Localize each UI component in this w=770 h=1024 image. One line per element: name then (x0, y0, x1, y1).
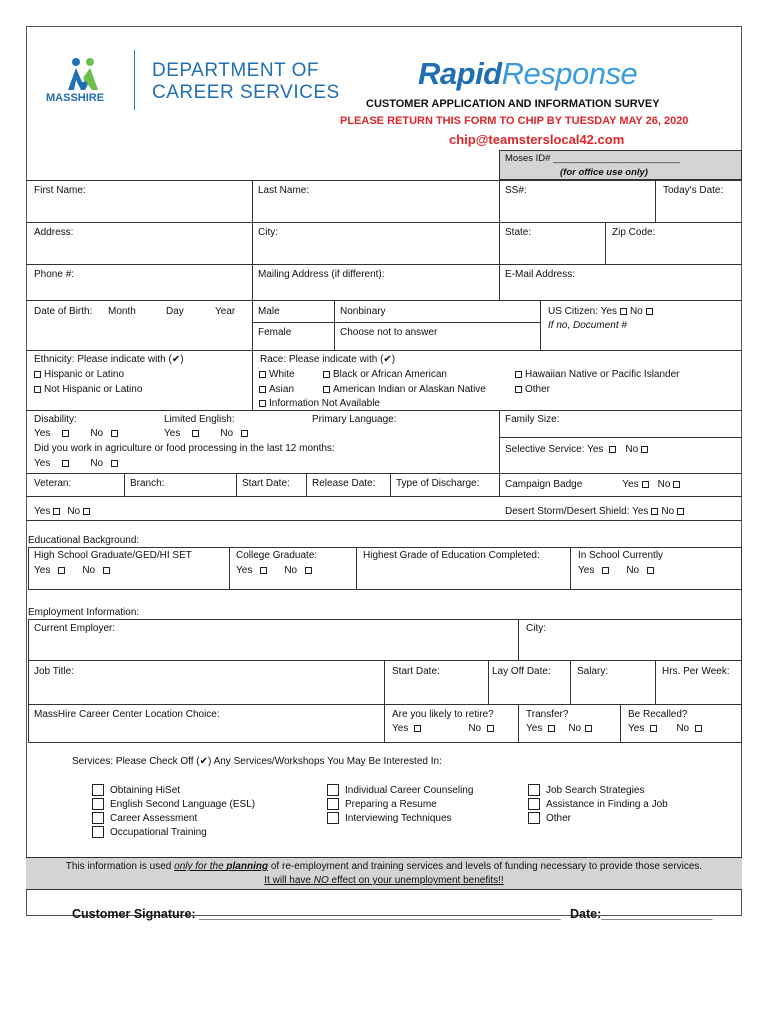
services-column-1 (92, 784, 255, 840)
desert-storm-label: Desert Storm/Desert Shield: Yes (505, 506, 649, 517)
retire-yes-checkbox[interactable] (414, 725, 421, 732)
american-indian-checkbox[interactable] (323, 386, 330, 393)
transfer-no: No (568, 723, 582, 734)
white-checkbox[interactable] (259, 371, 266, 378)
service-option[interactable] (528, 812, 668, 826)
service-label: Job Search Strategies (546, 785, 645, 796)
ethnicity-hispanic (31, 369, 124, 380)
service-checkbox[interactable] (92, 826, 104, 838)
service-option[interactable] (327, 812, 473, 826)
in-school-no-checkbox[interactable] (647, 567, 654, 574)
grid-line (26, 300, 742, 301)
in-school-label: In School Currently (578, 550, 664, 561)
transfer-label: Transfer? (526, 709, 569, 720)
gender-nonbinary[interactable]: Nonbinary (340, 306, 386, 317)
desert-storm-no-checkbox[interactable] (677, 508, 684, 515)
service-checkbox[interactable] (528, 784, 540, 796)
highest-grade-label: Highest Grade of Education Completed: (363, 550, 540, 561)
layoff-date-label: Lay Off Date: (492, 666, 551, 677)
service-checkbox[interactable] (327, 784, 339, 796)
grid-line (499, 150, 500, 300)
hawaiian-checkbox[interactable] (515, 371, 522, 378)
agriculture-no-checkbox[interactable] (111, 460, 118, 467)
location-choice-label: MassHire Career Center Location Choice: (34, 709, 220, 720)
grid-line (26, 410, 742, 411)
grid-line (229, 547, 230, 590)
recalled-label: Be Recalled? (628, 709, 688, 720)
in-school-no: No (626, 565, 640, 576)
in-school-options (578, 565, 657, 576)
selective-service-yes-checkbox[interactable] (609, 446, 616, 453)
masshire-logo-text: MASSHIRE (46, 92, 105, 104)
todays-date-label: Today's Date: (663, 185, 724, 196)
ssn-label: SS#: (505, 185, 527, 196)
grid-line (26, 496, 742, 497)
education-heading: Educational Background: (28, 535, 140, 546)
us-citizen-yes-label: US Citizen: Yes (548, 306, 617, 317)
recalled-no-checkbox[interactable] (695, 725, 702, 732)
service-checkbox[interactable] (528, 798, 540, 810)
campaign-badge-yes: Yes (622, 479, 639, 490)
selective-service-no: No (625, 444, 639, 455)
campaign-badge-no: No (657, 479, 671, 490)
agriculture-no: No (90, 458, 104, 469)
college-no-checkbox[interactable] (305, 567, 312, 574)
service-checkbox[interactable] (92, 798, 104, 810)
selective-service-no-checkbox[interactable] (641, 446, 648, 453)
masshire-logo-icon (50, 56, 130, 96)
city-label: City: (258, 227, 278, 238)
disability-no-checkbox[interactable] (111, 430, 118, 437)
mailing-label: Mailing Address (if different): (258, 269, 385, 280)
retire-no-checkbox[interactable] (487, 725, 494, 732)
services-column-3 (528, 784, 668, 826)
phone-label: Phone #: (34, 269, 75, 280)
vet-start-date-label: Start Date: (242, 478, 290, 489)
service-option[interactable] (92, 784, 255, 798)
state-label: State: (505, 227, 532, 238)
gender-male[interactable]: Male (258, 306, 280, 317)
college-no: No (284, 565, 298, 576)
grid-line (390, 473, 391, 496)
services-column-2 (327, 784, 473, 826)
grid-line (605, 222, 606, 264)
recalled-yes: Yes (628, 723, 645, 734)
rapid-text: Rapid (418, 56, 502, 91)
dept-name (152, 60, 340, 104)
black-checkbox[interactable] (323, 371, 330, 378)
desert-storm-yes-checkbox[interactable] (651, 508, 658, 515)
race-other-label: Other (525, 384, 551, 395)
service-option[interactable] (327, 798, 473, 812)
grid-line (28, 660, 742, 661)
veteran-no: No (67, 506, 81, 517)
transfer-options (526, 723, 595, 734)
grid-line (499, 473, 500, 496)
service-option[interactable] (528, 784, 668, 798)
college-options (236, 565, 315, 576)
grid-line (26, 222, 742, 223)
hs-no: No (82, 565, 96, 576)
veteran-no-checkbox[interactable] (83, 508, 90, 515)
black-label: Black or African American (333, 369, 447, 380)
disability-yes: Yes (34, 428, 51, 439)
not-hispanic-label: Not Hispanic or Latino (44, 384, 143, 395)
rapid-response-logo (418, 56, 637, 92)
veteran-yes-checkbox[interactable] (53, 508, 60, 515)
if-no-document: If no, Document # (548, 320, 627, 331)
header-divider (134, 50, 135, 110)
service-label: Occupational Training (110, 827, 207, 838)
service-label: Obtaining HiSet (110, 785, 181, 796)
us-citizen-no-label: No (629, 306, 643, 317)
grid-line (124, 473, 125, 496)
employment-heading: Employment Information: (28, 607, 140, 618)
emp-start-date-label: Start Date: (392, 666, 440, 677)
asian-checkbox[interactable] (259, 386, 266, 393)
email-label: E-Mail Address: (505, 269, 576, 280)
limited-english-yes-checkbox[interactable] (192, 430, 199, 437)
dept-line1: DEPARTMENT OF (152, 60, 319, 81)
veteran-options (34, 506, 93, 517)
service-option[interactable] (528, 798, 668, 812)
primary-language-label: Primary Language: (312, 414, 397, 425)
masshire-logo (46, 56, 130, 106)
grid-line (236, 473, 237, 496)
gender-female[interactable]: Female (258, 327, 292, 338)
campaign-badge-yes-checkbox[interactable] (642, 481, 649, 488)
grid-line (26, 473, 742, 474)
grid-line (540, 300, 541, 350)
grid-line (570, 660, 571, 704)
service-label: Assistance in Finding a Job (546, 799, 668, 810)
service-option[interactable] (92, 826, 255, 840)
college-yes-checkbox[interactable] (260, 567, 267, 574)
race-heading: Race: Please indicate with (✔) (260, 354, 396, 365)
response-text: Response (501, 56, 638, 91)
race-black (320, 369, 447, 380)
retire-label: Are you likely to retire? (392, 709, 494, 720)
hs-yes: Yes (34, 565, 51, 576)
veteran-yes: Yes (34, 506, 51, 517)
grid-line (620, 704, 621, 743)
veteran-label: Veteran: (34, 478, 72, 489)
limited-english-options (164, 428, 251, 439)
race-asian (256, 384, 294, 395)
recalled-no: No (676, 723, 690, 734)
disability-options (34, 428, 121, 439)
campaign-badge (505, 479, 683, 490)
contact-email: chip@teamsterslocal42.com (449, 132, 625, 147)
service-checkbox[interactable] (92, 812, 104, 824)
disability-yes-checkbox[interactable] (62, 430, 69, 437)
dob-month: Month (108, 306, 136, 317)
retire-options (392, 723, 497, 734)
survey-title: CUSTOMER APPLICATION AND INFORMATION SURVEY (366, 98, 660, 110)
race-not-available (256, 398, 380, 409)
limited-english-no-checkbox[interactable] (241, 430, 248, 437)
race-hawaiian (512, 369, 680, 380)
selective-service (505, 444, 651, 455)
race-other (512, 384, 550, 395)
grid-line (655, 660, 656, 704)
hispanic-label: Hispanic or Latino (44, 369, 125, 380)
not-hispanic-checkbox[interactable] (34, 386, 41, 393)
notice-underline-1: only for the (174, 861, 227, 872)
hs-grad-options (34, 565, 113, 576)
grid-line (655, 180, 656, 222)
branch-label: Branch: (130, 478, 165, 489)
not-available-label: Information Not Available (269, 398, 380, 409)
hispanic-checkbox[interactable] (34, 371, 41, 378)
services-heading: Services: Please Check Off (✔) Any Services/Workshops You May Be Interested In: (72, 756, 442, 767)
customer-signature[interactable]: Customer Signature: ____________________________________________________ (72, 907, 561, 921)
recalled-yes-checkbox[interactable] (650, 725, 657, 732)
hs-grad-label: High School Graduate/GED/HI SET (34, 550, 192, 561)
service-checkbox[interactable] (92, 784, 104, 796)
salary-label: Salary: (577, 666, 609, 677)
grid-line (26, 264, 742, 265)
grid-line (26, 350, 742, 351)
office-use-note: (for office use only) (560, 167, 648, 178)
hrs-week-label: Hrs. Per Week: (662, 666, 730, 677)
ethnicity-heading: Ethnicity: Please indicate with (✔) (34, 354, 184, 365)
first-name-label: First Name: (34, 185, 86, 196)
american-indian-label: American Indian or Alaskan Native (333, 384, 486, 395)
service-label: Individual Career Counseling (345, 785, 474, 796)
grid-line (499, 410, 500, 473)
agriculture-yes: Yes (34, 458, 51, 469)
grid-line (28, 704, 742, 705)
service-label: English Second Language (ESL) (110, 799, 256, 810)
notice2-post: effect on your unemployment benefits!! (328, 875, 504, 886)
desert-storm (505, 506, 687, 517)
us-citizen (548, 306, 656, 317)
dept-line2: CAREER SERVICES (152, 82, 340, 103)
grid-line (252, 322, 540, 323)
race-white (256, 369, 295, 380)
grid-line (488, 660, 489, 704)
agriculture-yes-checkbox[interactable] (62, 460, 69, 467)
service-checkbox[interactable] (528, 812, 540, 824)
discharge-label: Type of Discharge: (396, 478, 480, 489)
dob-year: Year (215, 306, 236, 317)
grid-line (252, 350, 253, 410)
disability-label: Disability: (34, 414, 77, 425)
retire-no: No (468, 723, 482, 734)
hs-yes-checkbox[interactable] (58, 567, 65, 574)
agriculture-options (34, 458, 121, 469)
family-size-label: Family Size: (505, 414, 560, 425)
notice2-no: NO (313, 875, 329, 886)
job-title-label: Job Title: (34, 666, 75, 677)
grid-line (26, 520, 742, 521)
release-date-label: Release Date: (312, 478, 376, 489)
grid-line (518, 704, 519, 743)
desert-storm-no: No (661, 506, 675, 517)
moses-id: Moses ID# ________________________ (505, 153, 680, 164)
hawaiian-label: Hawaiian Native or Pacific Islander (525, 369, 680, 380)
asian-label: Asian (269, 384, 295, 395)
white-label: White (269, 369, 295, 380)
grid-line (252, 180, 253, 350)
college-grad-label: College Graduate: (236, 550, 318, 561)
gender-choose-not[interactable]: Choose not to answer (340, 327, 438, 338)
employer-city-label: City: (526, 623, 546, 634)
selective-service-label: Selective Service: Yes (505, 444, 604, 455)
race-american-indian (320, 384, 486, 395)
grid-line (356, 547, 357, 590)
campaign-badge-label: Campaign Badge (505, 479, 583, 490)
grid-line (26, 180, 742, 181)
race-other-checkbox[interactable] (515, 386, 522, 393)
last-name-label: Last Name: (258, 185, 310, 196)
service-option[interactable] (92, 798, 255, 812)
us-citizen-no-checkbox[interactable] (646, 308, 653, 315)
grid-line (518, 619, 519, 660)
transfer-yes: Yes (526, 723, 543, 734)
notice2-pre: It will have (264, 875, 314, 886)
service-option[interactable] (327, 784, 473, 798)
dob-label: Date of Birth: (34, 306, 93, 317)
in-school-yes: Yes (578, 565, 595, 576)
ethnicity-not-hispanic (31, 384, 142, 395)
us-citizen-yes-checkbox[interactable] (620, 308, 627, 315)
transfer-no-checkbox[interactable] (585, 725, 592, 732)
service-label: Preparing a Resume (345, 799, 437, 810)
grid-line (306, 473, 307, 496)
notice-pre: This information is used (65, 861, 175, 872)
address-label: Address: (34, 227, 74, 238)
notice-line1 (44, 861, 724, 872)
current-employer-label: Current Employer: (34, 623, 116, 634)
college-yes: Yes (236, 565, 253, 576)
transfer-yes-checkbox[interactable] (548, 725, 555, 732)
not-available-checkbox[interactable] (259, 400, 266, 407)
retire-yes: Yes (392, 723, 409, 734)
service-option[interactable] (92, 812, 255, 826)
service-label: Career Assessment (110, 813, 198, 824)
agriculture-label: Did you work in agriculture or food processing in the last 12 months: (34, 443, 335, 454)
hs-no-checkbox[interactable] (103, 567, 110, 574)
service-checkbox[interactable] (327, 812, 339, 824)
signature-date[interactable]: Date:________________ (570, 907, 713, 921)
disability-no: No (90, 428, 104, 439)
service-checkbox[interactable] (327, 798, 339, 810)
return-notice: PLEASE RETURN THIS FORM TO CHIP BY TUESDAY MAY 26, 2020 (340, 115, 689, 127)
notice-post: of re-employment and training services and levels of funding necessary to provide those services. (268, 861, 703, 872)
in-school-yes-checkbox[interactable] (602, 567, 609, 574)
grid-line (384, 660, 385, 743)
notice-line2 (44, 875, 724, 886)
campaign-badge-no-checkbox[interactable] (673, 481, 680, 488)
limited-english-yes: Yes (164, 428, 181, 439)
notice-underline-2: planning (226, 861, 269, 872)
grid-line (570, 547, 571, 590)
zip-label: Zip Code: (612, 227, 656, 238)
recalled-options (628, 723, 705, 734)
service-label: Other (546, 813, 572, 824)
grid-line (499, 437, 742, 438)
service-label: Interviewing Techniques (345, 813, 452, 824)
limited-english-no: No (220, 428, 234, 439)
dob-day: Day (166, 306, 184, 317)
grid-line (334, 300, 335, 350)
limited-english-label: Limited English: (164, 414, 235, 425)
